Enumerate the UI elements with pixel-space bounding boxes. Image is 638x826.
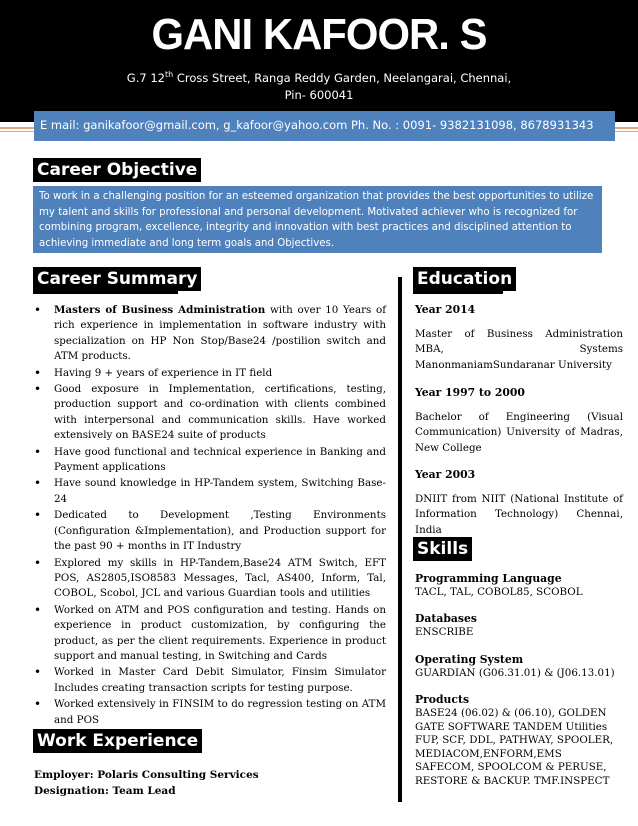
skill-title: Databases bbox=[415, 612, 477, 625]
skill-title: Programming Language bbox=[415, 572, 562, 585]
summary-item bbox=[34, 556, 386, 602]
education-heading: Education bbox=[413, 267, 516, 291]
skill-group bbox=[415, 612, 623, 640]
education-entry bbox=[415, 385, 623, 456]
skill-text: ENSCRIBE bbox=[415, 626, 474, 638]
skill-title: Products bbox=[415, 693, 470, 706]
education-entry bbox=[415, 302, 623, 373]
career-objective-heading: Career Objective bbox=[33, 158, 201, 182]
career-summary-heading: Career Summary bbox=[33, 267, 201, 291]
summary-item-text: Worked in Master Card Debit Simulator, Finsim Simulator Includes creating transaction scripts for testing purpose. bbox=[54, 666, 386, 694]
address-street-number: G.7 12 bbox=[126, 70, 165, 85]
address bbox=[0, 66, 638, 104]
summary-item-text: Dedicated to Development ,Testing Environments (Configuration &Implementation), and Production support for the past 90 + months in IT Industry bbox=[54, 509, 386, 553]
contact-bar bbox=[34, 111, 615, 141]
education-text: Master of Business Administration MBA, Systems ManonmaniamSundaranar University bbox=[415, 327, 623, 371]
work-experience-details bbox=[34, 767, 259, 799]
education-text: DNIIT from NIIT (National Institute of Information Technology) Chennai, India bbox=[415, 492, 623, 536]
summary-item bbox=[34, 603, 386, 665]
summary-item bbox=[34, 697, 386, 728]
designation: Designation: Team Lead bbox=[34, 785, 176, 797]
skill-title: Operating System bbox=[415, 653, 524, 666]
address-line-2: Pin- 600041 bbox=[284, 87, 354, 102]
summary-item-text: Having 9 + years of experience in IT field bbox=[54, 366, 273, 379]
summary-item-text: Worked on ATM and POS configuration and testing. Hands on experience in product customization, by configuring the product, as per the client requirements. Experience in product support and manual testing, in Switching and Cards bbox=[54, 603, 386, 662]
summary-item bbox=[34, 303, 386, 365]
education-entry bbox=[415, 467, 623, 538]
address-ordinal: th bbox=[164, 70, 174, 79]
summary-item-text: Have sound knowledge in HP-Tandem system, Switching Base-24 bbox=[54, 477, 386, 505]
skill-text: TACL, TAL, COBOL85, SCOBOL bbox=[415, 586, 583, 598]
career-summary-underline bbox=[33, 291, 178, 294]
contact-email: E mail: ganikafoor@gmail.com, g_kafoor@yahoo.com bbox=[40, 118, 348, 132]
employer: Employer: Polaris Consulting Services bbox=[34, 769, 259, 781]
career-objective-text: To work in a challenging position for an esteemed organization that provides the best opportunities to utilize my talent and skills for professional and personal development. Motivated achiever who is recognized for combining program, excellence, integrity and innovation with best practices and disciplined attention to achieving immediate and long term goals and Objectives. bbox=[33, 186, 602, 253]
skill-group bbox=[415, 693, 623, 788]
career-summary-list bbox=[34, 303, 386, 729]
summary-item bbox=[34, 476, 386, 507]
header-banner bbox=[0, 0, 638, 122]
address-street: Cross Street, Ranga Reddy Garden, Neelangarai, Chennai, bbox=[173, 70, 512, 85]
education-text: Bachelor of Engineering (Visual Communication) University of Madras, New College bbox=[415, 410, 623, 454]
summary-item bbox=[34, 665, 386, 696]
summary-item-text: Worked extensively in FINSIM to do regression testing on ATM and POS bbox=[54, 698, 386, 726]
column-divider bbox=[398, 277, 402, 802]
skill-text: GUARDIAN (G06.31.01) & (J06.13.01) bbox=[415, 667, 615, 679]
summary-item-text: Have good functional and technical experience in Banking and Payment applications bbox=[54, 445, 386, 474]
education-year: Year 1997 to 2000 bbox=[415, 386, 525, 399]
summary-item bbox=[34, 382, 386, 444]
contact-phone: Ph. No. : 0091- 9382131098, 8678931343 bbox=[351, 118, 594, 132]
skill-group bbox=[415, 572, 623, 600]
summary-item-text: Explored my skills in HP-Tandem,Base24 ATM Switch, EFT POS, AS2805,ISO8583 Messages, Tacl, AS400, Inform, Tal, COBOL, Scobol, JCL and various Guardian tools and utilities bbox=[54, 556, 386, 600]
summary-item-bold: Masters of Business Administration bbox=[54, 304, 266, 316]
summary-item bbox=[34, 366, 386, 381]
candidate-name: GANI KAFOOR. S bbox=[151, 10, 487, 59]
summary-item-text: Good exposure in Implementation, certifications, testing, production support and co-ordination with clients combined with interpersonal and communication skills. Have worked extensively on BASE24 suite of products bbox=[54, 383, 386, 442]
education-year: Year 2003 bbox=[415, 468, 476, 481]
summary-item-text: with over 10 Years of rich experience in implementation in software industry with specialization on HP Non Stop/Base24 /postilion switch and ATM products. bbox=[54, 304, 387, 363]
education-year: Year 2014 bbox=[415, 303, 476, 316]
summary-item bbox=[34, 508, 386, 554]
skills-heading: Skills bbox=[413, 537, 472, 561]
work-experience-heading: Work Experience bbox=[33, 729, 202, 753]
education-underline bbox=[413, 291, 503, 294]
address-line-1 bbox=[0, 66, 638, 87]
skill-text: BASE24 (06.02) & (06.10), GOLDEN GATE SOFTWARE TANDEM Utilities FUP, SCF, DDL, PATHWAY, SPOOLER, MEDIACOM,ENFORM,EMS SAFECOM, SPOOLCOM & PERUSE, RESTORE & BACKUP. TMF.INSPECT bbox=[415, 707, 614, 787]
summary-item bbox=[34, 445, 386, 476]
skill-group bbox=[415, 653, 623, 681]
